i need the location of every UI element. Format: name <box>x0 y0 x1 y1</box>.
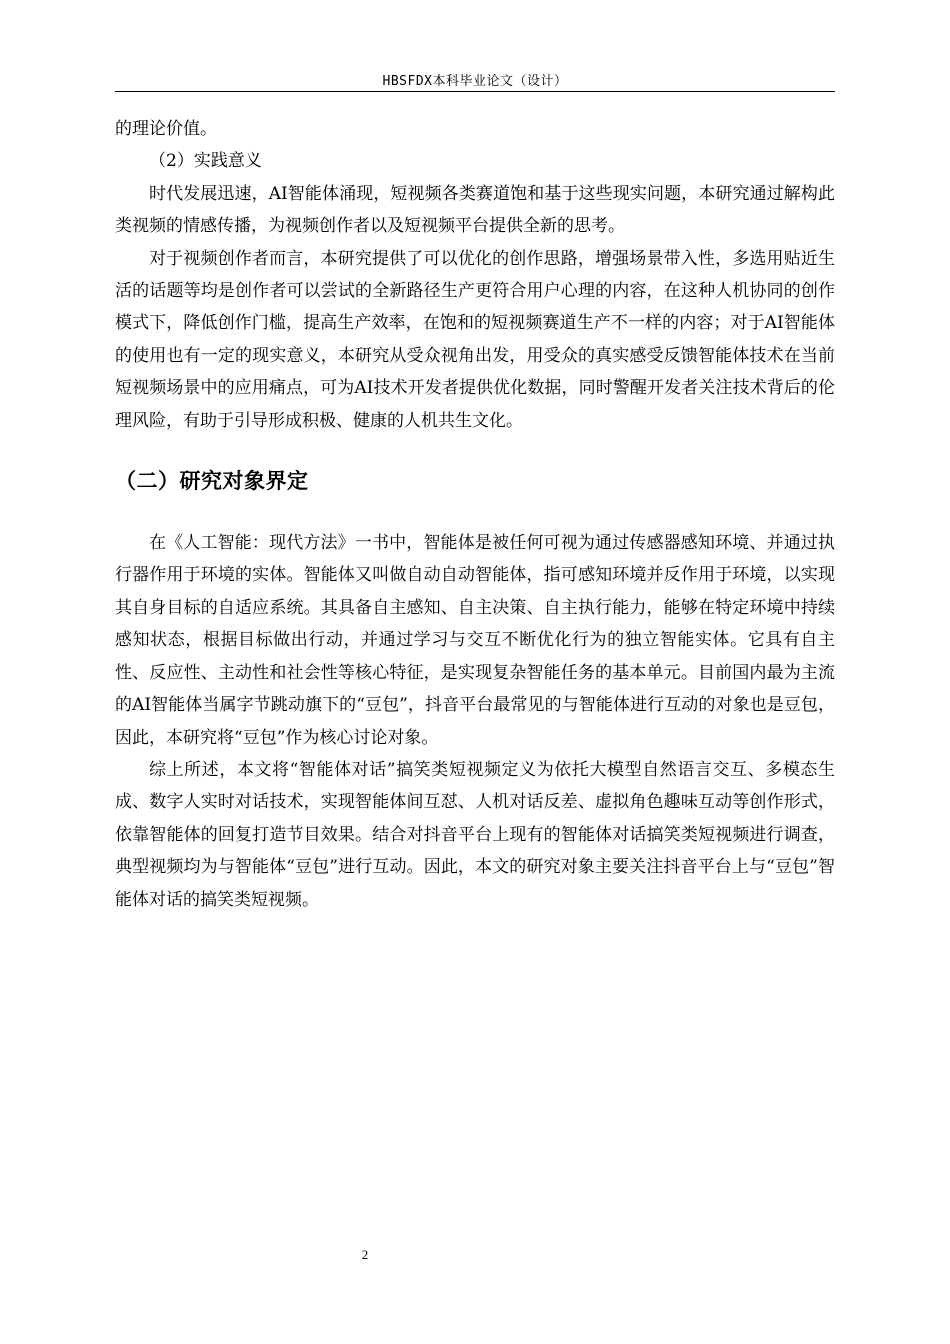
body-text <box>115 113 835 916</box>
running-header: HBSFDX本科毕业论文（设计） <box>382 74 568 89</box>
paragraph-practical-2: 对于视频创作者而言，本研究提供了可以优化的创作思路，增强场景带入性，多选用贴近生活的话题等均是创作者可以尝试的全新路径生产更符合用户心理的内容，在这种人机协同的创作模式下，降低创作门槛，提高生产效率，在饱和的短视频赛道生产不一样的内容；对于AI智能体的使用也有一定的现实意义，本研究从受众视角出发，用受众的真实感受反馈智能体技术在当前短视频场景中的应用痛点，可为AI技术开发者提供优化数据，同时警醒开发者关注技术背后的伦理风险，有助于引导形成积极、健康的人机共生文化。 <box>115 248 835 431</box>
paragraph-definition-2: 综上所述，本文将“智能体对话”搞笑类短视频定义为依托大模型自然语言交互、多模态生成、数字人实时对话技术，实现智能体间互怼、人机对话反差、虚拟角色趣味互动等创作形式，依靠智能体的回复打造节目效果。结合对抖音平台上现有的智能体对话搞笑类短视频进行调查，典型视频均为与智能体“豆包”进行互动。因此，本文的研究对象主要关注抖音平台上与“豆包”智能体对话的搞笑类短视频。 <box>115 759 835 910</box>
subsection-heading-practical: （2）实践意义 <box>149 151 262 172</box>
paragraph-continuation: 的理论价值。 <box>115 119 217 139</box>
header-rule <box>115 91 835 92</box>
page-number: 2 <box>361 1247 369 1262</box>
paragraph-definition-1: 在《人工智能：现代方法》一书中，智能体是被任何可视为通过传感器感知环境、并通过执行器作用于环境的实体。智能体又叫做自动自动智能体，指可感知环境并反作用于环境，以实现其自身目标的自适应系统。其具备自主感知、自主决策、自主执行能力，能够在特定环境中持续感知状态，根据目标做出行动，并通过学习与交互不断优化行为的独立智能实体。它具有自主性、反应性、主动性和社会性等核心特征，是实现复杂智能任务的基本单元。目前国内最为主流的AI智能体当属字节跳动旗下的“豆包”，抖音平台最常见的与智能体进行互动的对象也是豆包，因此，本研究将“豆包”作为核心讨论对象。 <box>115 533 835 748</box>
paragraph-practical-1: 时代发展迅速，AI智能体涌现，短视频各类赛道饱和基于这些现实问题，本研究通过解构此类视频的情感传播，为视频创作者以及短视频平台提供全新的思考。 <box>115 183 835 237</box>
section-heading: （二）研究对象界定 <box>115 469 309 494</box>
